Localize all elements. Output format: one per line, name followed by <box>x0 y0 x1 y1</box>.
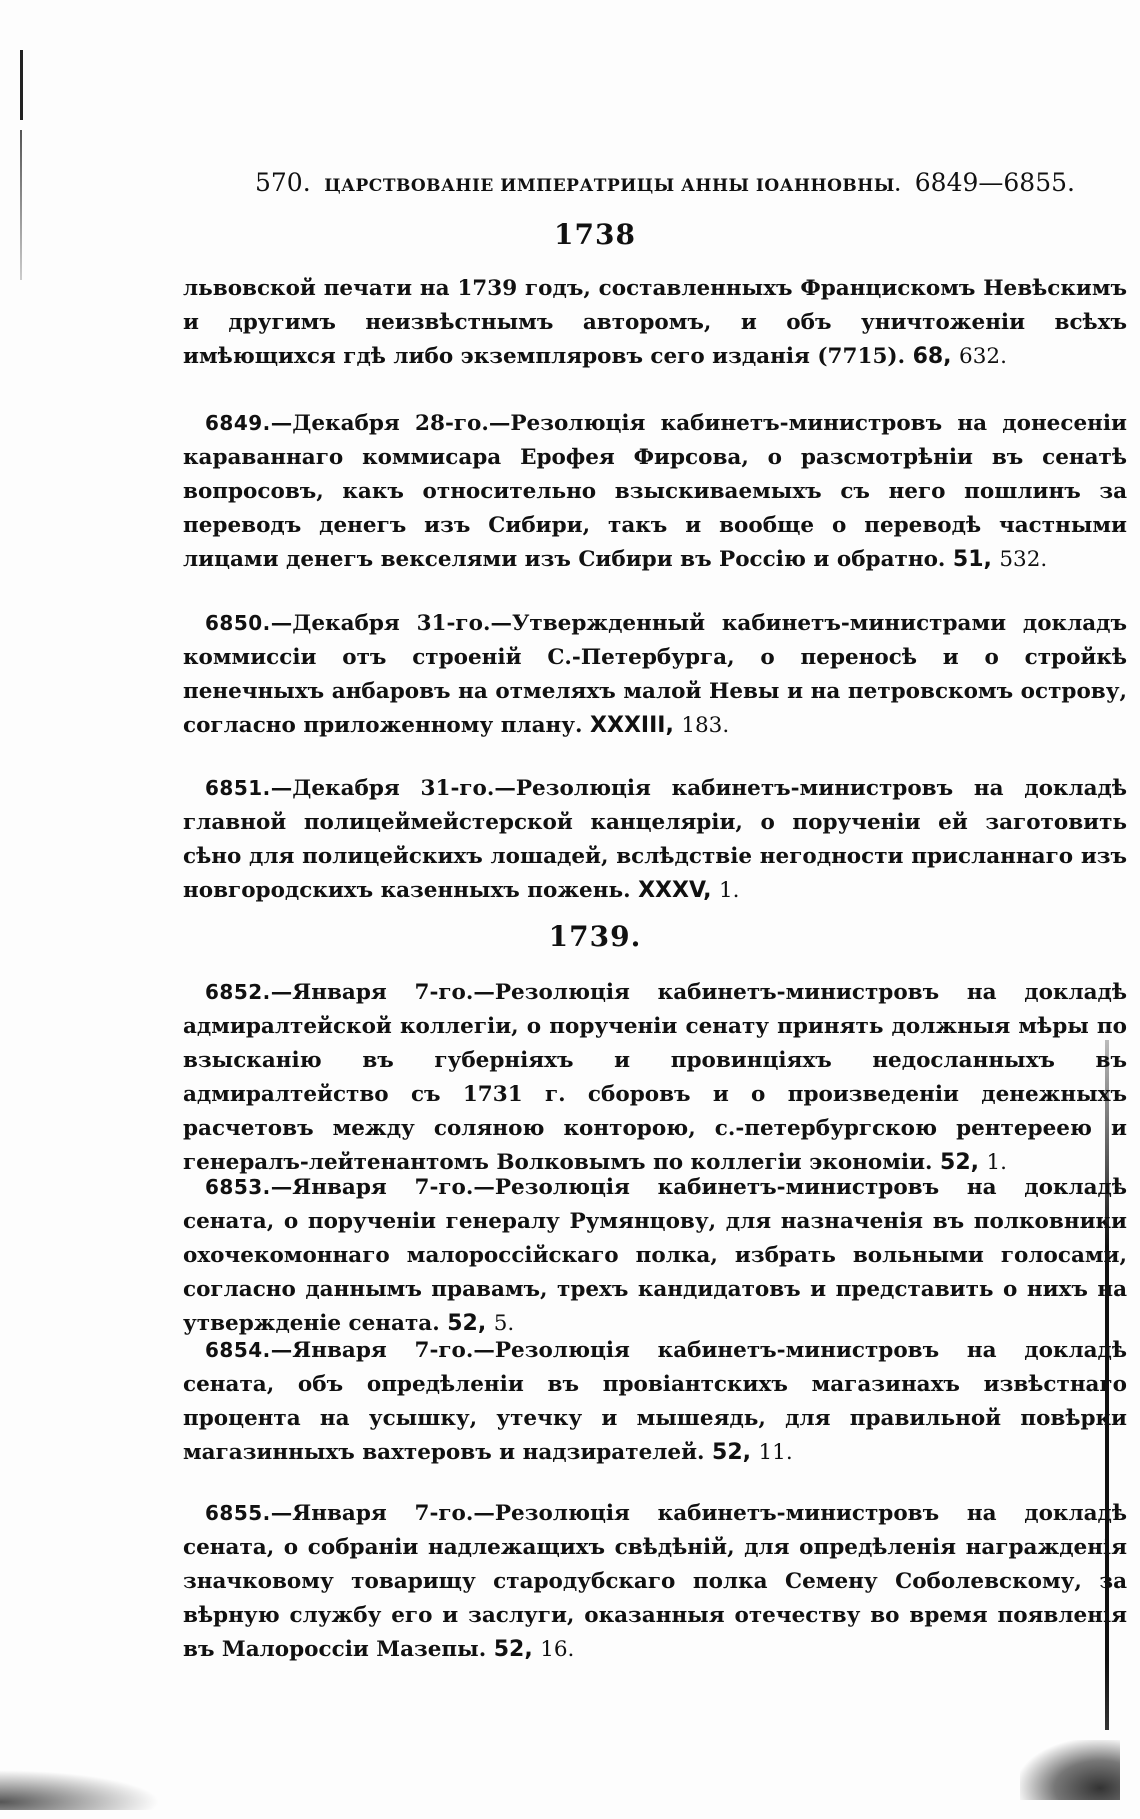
year-heading: 1738 <box>554 218 636 251</box>
entry-number: 6849. <box>205 411 271 435</box>
scan-shadow <box>1020 1740 1120 1800</box>
entry-number: 6852. <box>205 980 271 1004</box>
page-header <box>255 168 1075 208</box>
reference-page: 1. <box>986 1150 1008 1175</box>
entry-range: 6849—6855. <box>914 168 1075 197</box>
scan-edge-mark <box>20 50 23 120</box>
entry-text: —Резолюція кабинетъ-министровъ на докладѣ главной полицеймейстерской канцеляріи, о порученіи ей заготовить сѣно для полицейскихъ лошадей, вслѣдствіе негодности присланнаго изъ новгородскихъ казенныхъ пожень. <box>183 776 1127 903</box>
entry-date: —Декабря 31-го. <box>270 776 495 801</box>
reference-volume: 52, <box>712 1440 751 1465</box>
entry-text: —Утвержденный кабинетъ-министрами докладъ коммиссіи отъ строеній С.-Петербурга, о переносѣ и о стройкѣ пенечныхъ анбаровъ на отмеляхъ малой Невы и на петровскомъ острову, согласно приложенному плану. <box>183 611 1127 738</box>
reference-page: 5. <box>493 1311 515 1336</box>
reference-volume: 52, <box>447 1311 487 1336</box>
entry-paragraph <box>183 1333 1127 1470</box>
entry-number: 6850. <box>205 611 271 635</box>
entry-date: —Декабря 28-го. <box>270 411 489 436</box>
reference-page: 11. <box>758 1440 793 1465</box>
reference-volume: XXXV, <box>638 878 712 903</box>
reference-page: 1. <box>719 878 740 903</box>
reference-page: 532. <box>999 547 1048 572</box>
entry-date: —Января 7-го. <box>270 1501 474 1526</box>
entry-paragraph <box>183 1496 1127 1667</box>
entry-date: —Января 7-го. <box>270 1175 474 1200</box>
scan-edge-mark <box>20 130 22 280</box>
entry-paragraph <box>183 606 1127 743</box>
entry-number: 6854. <box>205 1338 271 1362</box>
scan-shadow <box>0 1770 160 1810</box>
reference-volume: 52, <box>940 1150 979 1175</box>
entry-paragraph <box>183 406 1127 577</box>
year-heading: 1739. <box>548 920 642 953</box>
running-title: ЦАРСТВОВАНІЕ ИМПЕРАТРИЦЫ АННЫ ІОАННОВНЫ. <box>324 176 902 196</box>
entry-number: 6853. <box>205 1175 271 1199</box>
reference-page: 16. <box>540 1637 575 1662</box>
entry-text: —Резолюція кабинетъ-министровъ на докладѣ сената, о собраніи надлежащихъ свѣдѣній, для опредѣленія награжденія значковому товарищу стародубскаго полка Семену Соболевскому, за вѣрную службу его и заслуги, оказанныя отечеству во время появленія въ Малороссіи Мазепы. <box>183 1501 1128 1662</box>
entry-text: —Резолюція кабинетъ-министровъ на докладѣ адмиралтейской коллегіи, о порученіи сенату принять должныя мѣры по взысканію въ губерніяхъ и провинціяхъ недосланныхъ въ адмиралтейство съ 1731 г. сборовъ и о произведеніи денежныхъ расчетовъ между соляною конторою, с.-петербургскою рентереею и генералъ-лейтенантомъ Волковымъ по коллегіи экономіи. <box>183 980 1128 1175</box>
reference-volume: 51, <box>952 547 992 572</box>
reference-volume: 68, <box>912 344 952 369</box>
reference-volume: XXXIII, <box>590 713 674 738</box>
entry-text: —Резолюція кабинетъ-министровъ на донесеніи караваннаго коммисара Ерофея Фирсова, о разсмотрѣніи въ сенатѣ вопросовъ, какъ относительно взыскиваемыхъ съ него пошлинъ за переводъ денегъ изъ Сибири, такъ и вообще о переводѣ частными лицами денегъ векселями изъ Сибири въ Россію и обратно. <box>183 411 1127 572</box>
entry-date: —Января 7-го. <box>270 980 474 1005</box>
entry-text: —Резолюція кабинетъ-министровъ на докладѣ сената, объ опредѣленіи въ провіантскихъ магазинахъ извѣстнаго процента на усышку, утечку и мышеядь, для правильной повѣрки магазинныхъ вахтеровъ и надзирателей. <box>183 1338 1128 1465</box>
reference-volume: 52, <box>493 1637 533 1662</box>
page-number: 570. <box>255 168 311 197</box>
reference-page: 183. <box>681 713 730 738</box>
entry-number: 6855. <box>205 1501 271 1525</box>
entry-paragraph <box>183 1170 1127 1341</box>
entry-date: —Декабря 31-го. <box>270 611 491 636</box>
entry-text: львовской печати на 1739 годъ, составленныхъ Францискомъ Невѣскимъ и другимъ неизвѣстнымъ авторомъ, и объ уничтоженіи всѣхъ имѣющихся гдѣ либо экземпляровъ сего изданія (7715). <box>183 276 1127 369</box>
entry-paragraph <box>183 771 1127 908</box>
entry-text: —Резолюція кабинетъ-министровъ на докладѣ сената, о порученіи генералу Румянцову, для назначенія въ полковники охочекомоннаго малороссійскаго полка, избрать вольными голосами, согласно даннымъ правамъ, трехъ кандидатовъ и представить о нихъ на утвержденіе сената. <box>183 1175 1128 1336</box>
entry-number: 6851. <box>205 776 271 800</box>
reference-page: 632. <box>959 344 1007 369</box>
entry-date: —Января 7-го. <box>270 1338 474 1363</box>
entry-paragraph <box>183 975 1127 1180</box>
continuation-paragraph <box>183 272 1127 374</box>
